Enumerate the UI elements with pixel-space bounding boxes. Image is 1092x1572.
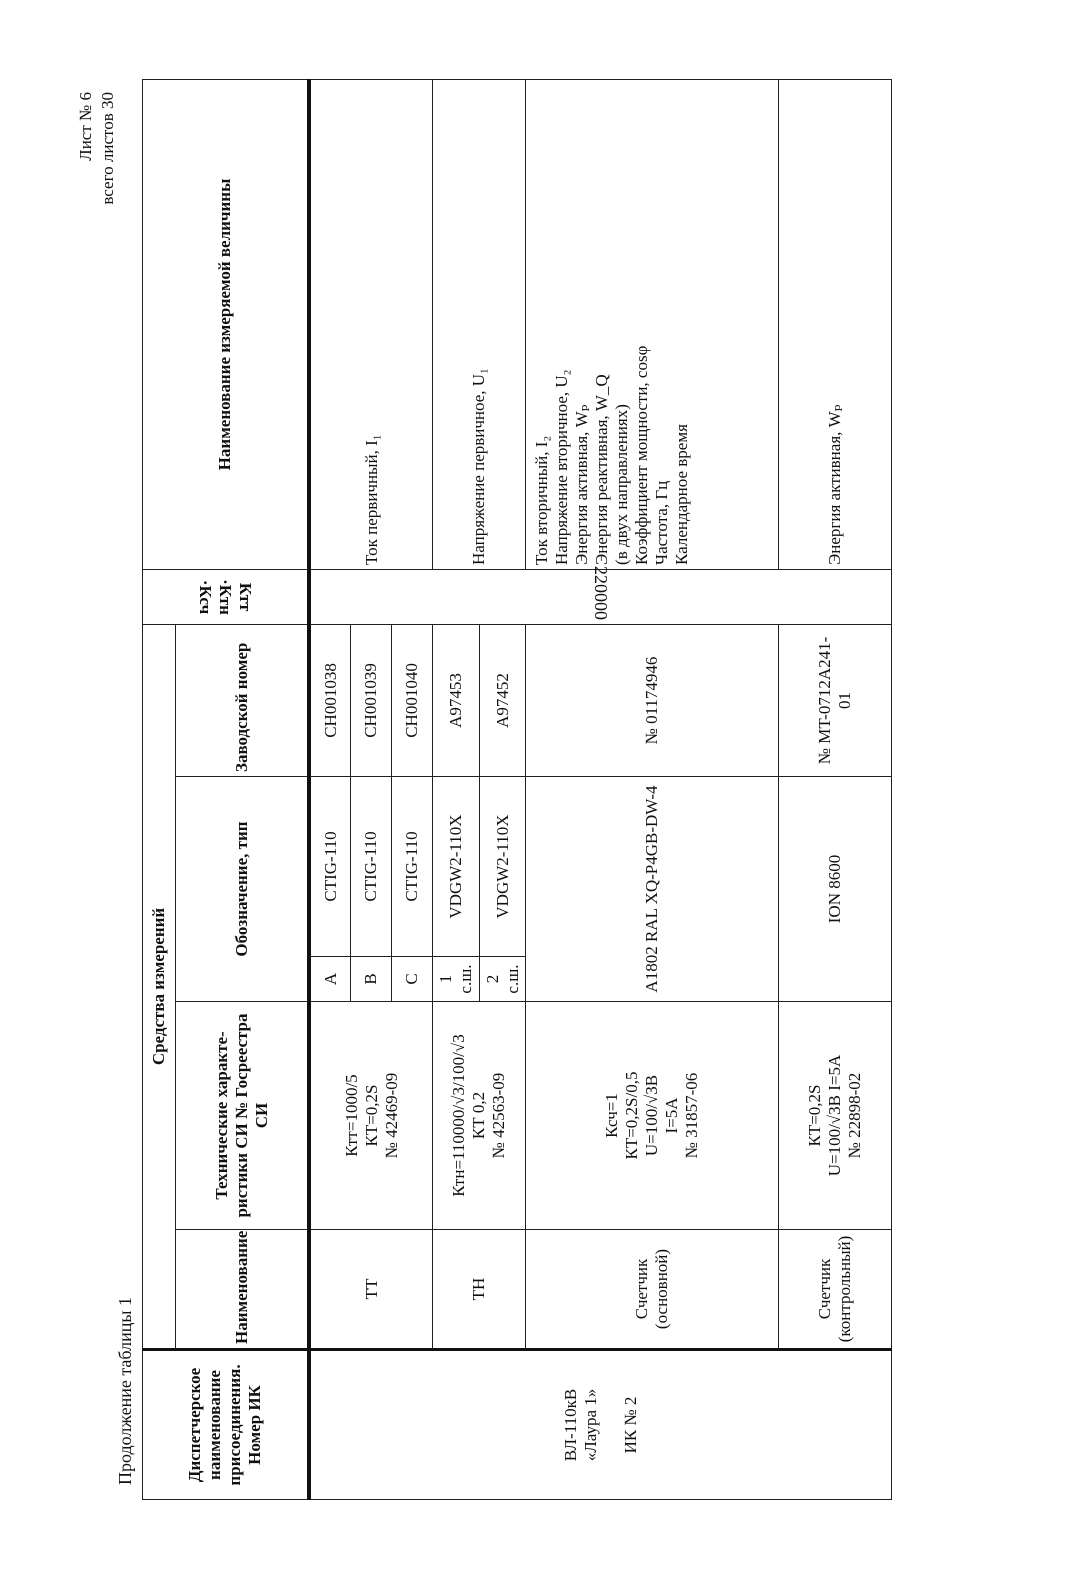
- header-tech: Технические характе-ристики СИ № Госреестра СИ: [175, 1002, 309, 1230]
- quantity-current: Ток вторичный, I₂: [532, 435, 552, 565]
- meter-ctrl-tech-ui: U=100/√3В I=5A: [824, 1054, 844, 1177]
- table-caption: [108, 1245, 142, 1485]
- meter-main-tech: [526, 1002, 778, 1230]
- meter-main-name: Счетчик (основной): [526, 1230, 778, 1350]
- meter-main-tech-u: U=100/√3В: [641, 1074, 661, 1157]
- meter-main-serial: № 01174946: [526, 624, 778, 776]
- dispatch-line3: ИК № 2: [621, 1396, 641, 1454]
- dispatch-line1: ВЛ-110кВ: [561, 1388, 581, 1462]
- tn-quantity: Напряжение первичное, U₁: [433, 79, 526, 569]
- tn-serial-1: A97453: [433, 624, 479, 776]
- meter-main-tech-reg: № 31857-06: [681, 1072, 701, 1159]
- meter-main-type: А1802 RAL XQ-P4GB-DW-4: [526, 777, 778, 1002]
- ktt-value: 220000: [590, 565, 611, 620]
- tn-type-1: VDGW2-110X: [433, 777, 479, 957]
- table-caption-text: Продолжение таблицы 1: [115, 1297, 135, 1485]
- meter-ctrl-type: ION 8600: [778, 777, 891, 1002]
- tn-section-1: 1 с.ш.: [433, 957, 479, 1002]
- sheet-number-line1: Лист № 6: [76, 92, 95, 161]
- meter-main-tech-class: КТ=0,2S/0,5: [621, 1071, 641, 1160]
- header-means: Средства измерений: [143, 624, 176, 1349]
- tt-serial-b: CH001039: [351, 624, 392, 776]
- header-serial: Заводской номер: [175, 624, 309, 776]
- dispatch-line2: «Лаура 1»: [581, 1388, 601, 1462]
- tn-tech-reg: № 42563-09: [489, 1072, 509, 1159]
- quantity-power-factor: Коэффициент мощности, cosφ: [632, 345, 652, 565]
- tt-quantity: Ток первичный, I₁: [309, 79, 433, 569]
- tn-serial-2: A97452: [479, 624, 525, 776]
- tt-serial-c: CH001040: [392, 624, 433, 776]
- quantity-voltage: Напряжение вторичное, U₂: [552, 369, 572, 565]
- tt-type-a: CTIG-110: [309, 777, 350, 957]
- tn-section-2: 2 с.ш.: [479, 957, 525, 1002]
- meter-ctrl-tech-reg: № 22898-02: [844, 1072, 864, 1159]
- tn-type-2: VDGW2-110X: [479, 777, 525, 957]
- table-container: [142, 80, 892, 1500]
- meter-main-tech-ksch: Ксч=1: [601, 1093, 621, 1138]
- meter-ctrl-tech: [778, 1002, 891, 1230]
- tt-tech-reg: № 42469-09: [381, 1072, 401, 1159]
- quantity-reactive-energy: Энергия реактивная, W_Q: [592, 374, 612, 565]
- tt-name: ТТ: [309, 1230, 433, 1350]
- ktt-value-cell: [309, 565, 891, 624]
- header-ktt-text: Ктт ·Ктн ·Ксч: [196, 579, 256, 615]
- tn-tech-ratio: Ктн=110000/√3/100/√3: [449, 1034, 469, 1197]
- header-ktt: [143, 569, 310, 624]
- tn-tech-class: КТ 0,2: [469, 1091, 489, 1140]
- meter-ctrl-quantity: Энергия активная, Wₚ: [778, 79, 891, 569]
- tn-name: ТН: [433, 1230, 526, 1350]
- quantity-frequency: Частота, Гц: [652, 480, 672, 565]
- tt-phase-a: A: [309, 957, 350, 1002]
- tn-tech: [433, 1002, 526, 1230]
- tt-tech: [309, 1002, 433, 1230]
- meter-main-tech-i: I=5A: [661, 1097, 681, 1134]
- quantity-calendar-time: Календарное время: [672, 424, 692, 565]
- quantity-active-energy: Энергия активная, Wₚ: [572, 404, 592, 565]
- tt-tech-ratio: Ктт=1000/5: [341, 1074, 361, 1157]
- header-designation: Обозначение, тип: [175, 777, 309, 1002]
- meter-ctrl-name: Счетчик (контрольный): [778, 1230, 891, 1350]
- tt-type-c: CTIG-110: [392, 777, 433, 957]
- tt-phase-c: C: [392, 957, 433, 1002]
- measurement-table: [142, 79, 892, 1500]
- header-quantity: Наименование измеряемой величины: [143, 79, 310, 569]
- tt-serial-a: CH001038: [309, 624, 350, 776]
- dispatch-cell: [309, 1350, 891, 1500]
- quantity-directions: (в двух направлениях): [612, 404, 632, 565]
- header-dispatch: Диспетчерское наименование присоединения. Номер ИК: [143, 1350, 310, 1500]
- meter-ctrl-tech-class: КТ=0,2S: [804, 1084, 824, 1147]
- meter-main-quantity: [526, 79, 778, 569]
- header-name: Наименование: [175, 1230, 309, 1350]
- tt-phase-b: B: [351, 957, 392, 1002]
- sheet-number: [75, 92, 135, 242]
- sheet-number-line2: всего листов 30: [98, 92, 117, 205]
- meter-ctrl-serial: № MT-0712A241-01: [778, 624, 891, 776]
- tt-tech-class: КТ=0,2S: [361, 1084, 381, 1147]
- tt-type-b: CTIG-110: [351, 777, 392, 957]
